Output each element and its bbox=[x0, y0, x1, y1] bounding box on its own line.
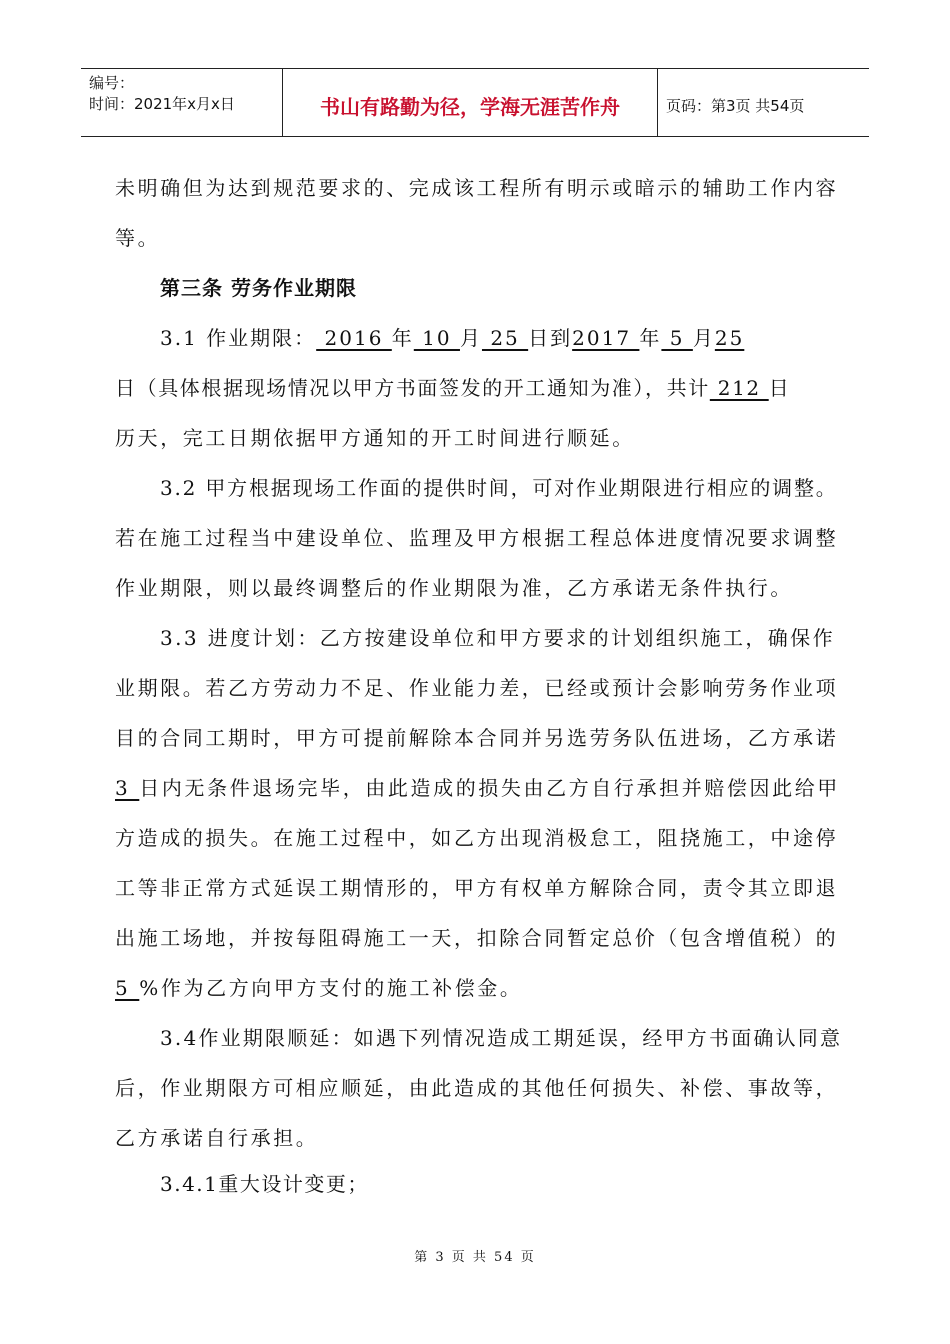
exit-days: 3 bbox=[115, 776, 140, 800]
text-line: 3.4.1重大设计变更； bbox=[160, 1172, 369, 1196]
text-span: 日内无条件退场完毕，由此造成的损失由乙方自行承担并赔偿因此给甲 bbox=[139, 776, 840, 800]
text-span: 日到 bbox=[528, 326, 573, 350]
end-month: 5 bbox=[661, 326, 693, 350]
header-motto: 书山有路勤为径，学海无涯苦作舟 bbox=[320, 95, 620, 119]
section-heading: 第三条 劳务作业期限 bbox=[160, 276, 357, 300]
start-year: 2016 bbox=[316, 326, 392, 350]
text-span: 日（具体根据现场情况以甲方书面签发的开工通知为准），共计 bbox=[115, 376, 710, 400]
end-year: 2017 bbox=[572, 326, 640, 350]
text-line: 若在施工过程当中建设单位、监理及甲方根据工程总体进度情况要求调整 bbox=[115, 526, 839, 550]
page-header bbox=[81, 68, 869, 137]
document-number: 编号： bbox=[89, 74, 135, 92]
text-line: 3.2 甲方根据现场工作面的提供时间，可对作业期限进行相应的调整。 bbox=[160, 476, 838, 500]
text-span: 3.1 作业期限： bbox=[160, 326, 317, 350]
page-footer: 第 3 页 共 54 页 bbox=[414, 1250, 536, 1265]
header-meta-cell bbox=[81, 69, 283, 136]
text-span: 日 bbox=[768, 376, 791, 400]
text-span: 月 bbox=[459, 326, 482, 350]
text-line-period bbox=[160, 322, 744, 351]
text-line: 历天，完工日期依据甲方通知的开工时间进行顺延。 bbox=[115, 426, 635, 450]
text-line: 工等非正常方式延误工期情形的，甲方有权单方解除合同，责令其立即退 bbox=[115, 876, 839, 900]
text-line bbox=[115, 772, 840, 801]
text-line: 作业期限，则以最终调整后的作业期限为准，乙方承诺无条件执行。 bbox=[115, 576, 793, 600]
text-line: 未明确但为达到规范要求的、完成该工程所有明示或暗示的辅助工作内容 bbox=[115, 176, 839, 200]
text-line bbox=[115, 972, 523, 1001]
text-line: 乙方承诺自行承担。 bbox=[115, 1126, 319, 1150]
text-line: 3.4作业期限顺延：如遇下列情况造成工期延误，经甲方书面确认同意 bbox=[160, 1026, 843, 1050]
header-motto-cell bbox=[283, 69, 658, 136]
text-line: 方造成的损失。在施工过程中，如乙方出现消极怠工，阻挠施工，中途停 bbox=[115, 826, 839, 850]
text-line: 业期限。若乙方劳动力不足、作业能力差，已经或预计会影响劳务作业项 bbox=[115, 676, 839, 700]
text-span: 月 bbox=[692, 326, 715, 350]
text-line: 后，作业期限方可相应顺延，由此造成的其他任何损失、补偿、事故等， bbox=[115, 1076, 839, 1100]
text-span: %作为乙方向甲方支付的施工补偿金。 bbox=[139, 976, 523, 1000]
start-day: 25 bbox=[481, 326, 529, 350]
header-page-number: 页码：第3页 共54页 bbox=[666, 97, 805, 115]
text-span: 年 bbox=[391, 326, 414, 350]
text-line: 3.3 进度计划：乙方按建设单位和甲方要求的计划组织施工，确保作 bbox=[160, 626, 835, 650]
compensation-percent: 5 bbox=[115, 976, 140, 1000]
end-day: 25 bbox=[714, 326, 745, 350]
text-line: 等。 bbox=[115, 226, 161, 250]
text-line: 目的合同工期时，甲方可提前解除本合同并另选劳务队伍进场，乙方承诺 bbox=[115, 726, 839, 750]
total-days: 212 bbox=[709, 376, 769, 400]
text-line bbox=[115, 372, 790, 401]
document-date: 时间：2021年x月x日 bbox=[89, 95, 235, 113]
start-month: 10 bbox=[413, 326, 460, 350]
text-span: 年 bbox=[639, 326, 662, 350]
text-line: 出施工场地，并按每阻碍施工一天，扣除合同暂定总价（包含增值税）的 bbox=[115, 926, 839, 950]
header-page-cell bbox=[658, 69, 869, 136]
